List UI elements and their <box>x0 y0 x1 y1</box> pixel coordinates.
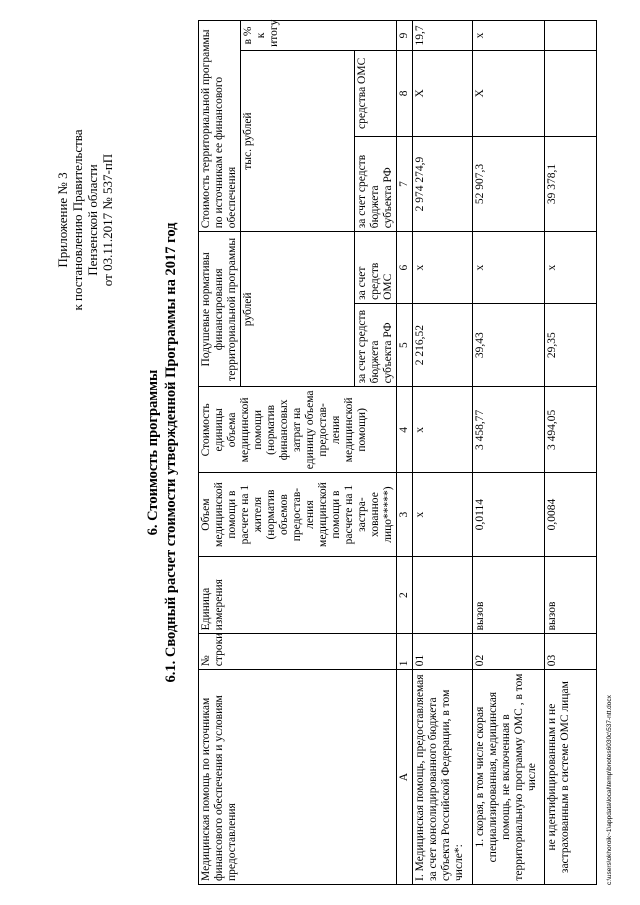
header-care: Медицинская помощь по источникам финансового обеспечения и условиям предоставления <box>199 670 397 885</box>
row-total-pct: х <box>473 21 545 51</box>
row-unit <box>413 556 473 634</box>
row-cost: х <box>413 387 473 473</box>
row-name: I. Медицинская помощь, предоставляемая за счет консолидированного бюджета субъекта Российской Федерации, в том числе*: <box>413 670 473 885</box>
row-total-pct <box>545 21 597 51</box>
header-cost-unit: Стоимость единицы объема медицинской помощи (норматив финансовых затрат на единицу объема предостав-ления медицинской помощи) <box>199 387 397 473</box>
header-row-no: № строки <box>199 634 397 670</box>
row-total-budget: 2 974 274,9 <box>413 136 473 231</box>
row-total-budget: 39 378,1 <box>545 136 597 231</box>
row-per-capita-oms: х <box>473 232 545 304</box>
row-per-capita-oms: х <box>545 232 597 304</box>
row-volume: 0,0114 <box>473 473 545 557</box>
column-number: 7 <box>397 136 413 231</box>
row-total-oms: Х <box>473 50 545 136</box>
appendix-block <box>55 60 115 380</box>
table-row <box>473 21 545 885</box>
row-total-budget: 52 907,3 <box>473 136 545 231</box>
column-number: 5 <box>397 303 413 387</box>
cost-table <box>198 20 597 885</box>
section-heading: 6. Стоимость программы <box>145 369 161 536</box>
header-volume: Объем медицинской помощи в расчете на 1 жителя (норматив объемов предостав-ления медицинской помощи в расчете на 1 застра-хованное лицо*****) <box>199 473 397 557</box>
appendix-line: Приложение № 3 <box>55 172 70 268</box>
file-path-footer: c:\users\okhoroik~1\appdata\local\temp\bnotes6030c\537-ntt.docx <box>606 695 613 885</box>
column-number: А <box>397 670 413 885</box>
column-numbers-row <box>397 21 413 885</box>
header-per-capita: Подушевые нормативы финансирования территориальной программы <box>199 232 241 387</box>
appendix-line: к постановлению Правительства <box>70 129 85 311</box>
row-number: 03 <box>545 634 597 670</box>
table-row <box>413 21 473 885</box>
row-per-capita-oms: х <box>413 232 473 304</box>
row-name: 1. скорая, в том числе скорая специализированная, медицинская помощь, не включенная в территориальную программу ОМС , в том числе <box>473 670 545 885</box>
header-total-budget: за счет средств бюджета субъекта РФ <box>355 136 397 231</box>
row-total-oms: Х <box>413 50 473 136</box>
subsection-heading: 6.1. Сводный расчет стоимости утвержденной Программы на 2017 год <box>163 222 179 683</box>
column-number: 4 <box>397 387 413 473</box>
column-number: 2 <box>397 556 413 634</box>
appendix-line: от 03.11.2017 № 537-пП <box>100 153 115 287</box>
column-number: 1 <box>397 634 413 670</box>
row-per-capita-budget: 39,43 <box>473 303 545 387</box>
row-per-capita-budget: 2 216,52 <box>413 303 473 387</box>
header-total: Стоимость территориальной программы по источникам ее финансового обеспечения <box>199 21 241 232</box>
header-per-capita-oms: за счет средств ОМС <box>355 232 397 304</box>
row-cost: 3 458,77 <box>473 387 545 473</box>
row-cost: 3 494,05 <box>545 387 597 473</box>
header-unit: Единица измерения <box>199 556 397 634</box>
row-number: 01 <box>413 634 473 670</box>
column-number: 9 <box>397 21 413 51</box>
table-row <box>545 21 597 885</box>
row-volume: 0,0084 <box>545 473 597 557</box>
header-per-capita-unit: рублей <box>241 232 355 387</box>
row-number: 02 <box>473 634 545 670</box>
appendix-line: Пензенской области <box>85 164 100 276</box>
column-number: 6 <box>397 232 413 304</box>
header-total-unit: тыс. рублей <box>241 50 355 231</box>
row-total-pct: 19,7 <box>413 21 473 51</box>
row-unit: вызов <box>545 556 597 634</box>
row-per-capita-budget: 29,35 <box>545 303 597 387</box>
row-volume: х <box>413 473 473 557</box>
row-total-oms <box>545 50 597 136</box>
column-number: 8 <box>397 50 413 136</box>
header-total-pct: в % к итогу <box>241 21 397 51</box>
column-number: 3 <box>397 473 413 557</box>
header-total-oms: средства ОМС <box>355 50 397 136</box>
header-per-capita-budget: за счет средств бюджета субъекта РФ <box>355 303 397 387</box>
row-unit: вызов <box>473 556 545 634</box>
row-name: не идентифицированным и не застрахованным в системе ОМС лицам <box>545 670 597 885</box>
